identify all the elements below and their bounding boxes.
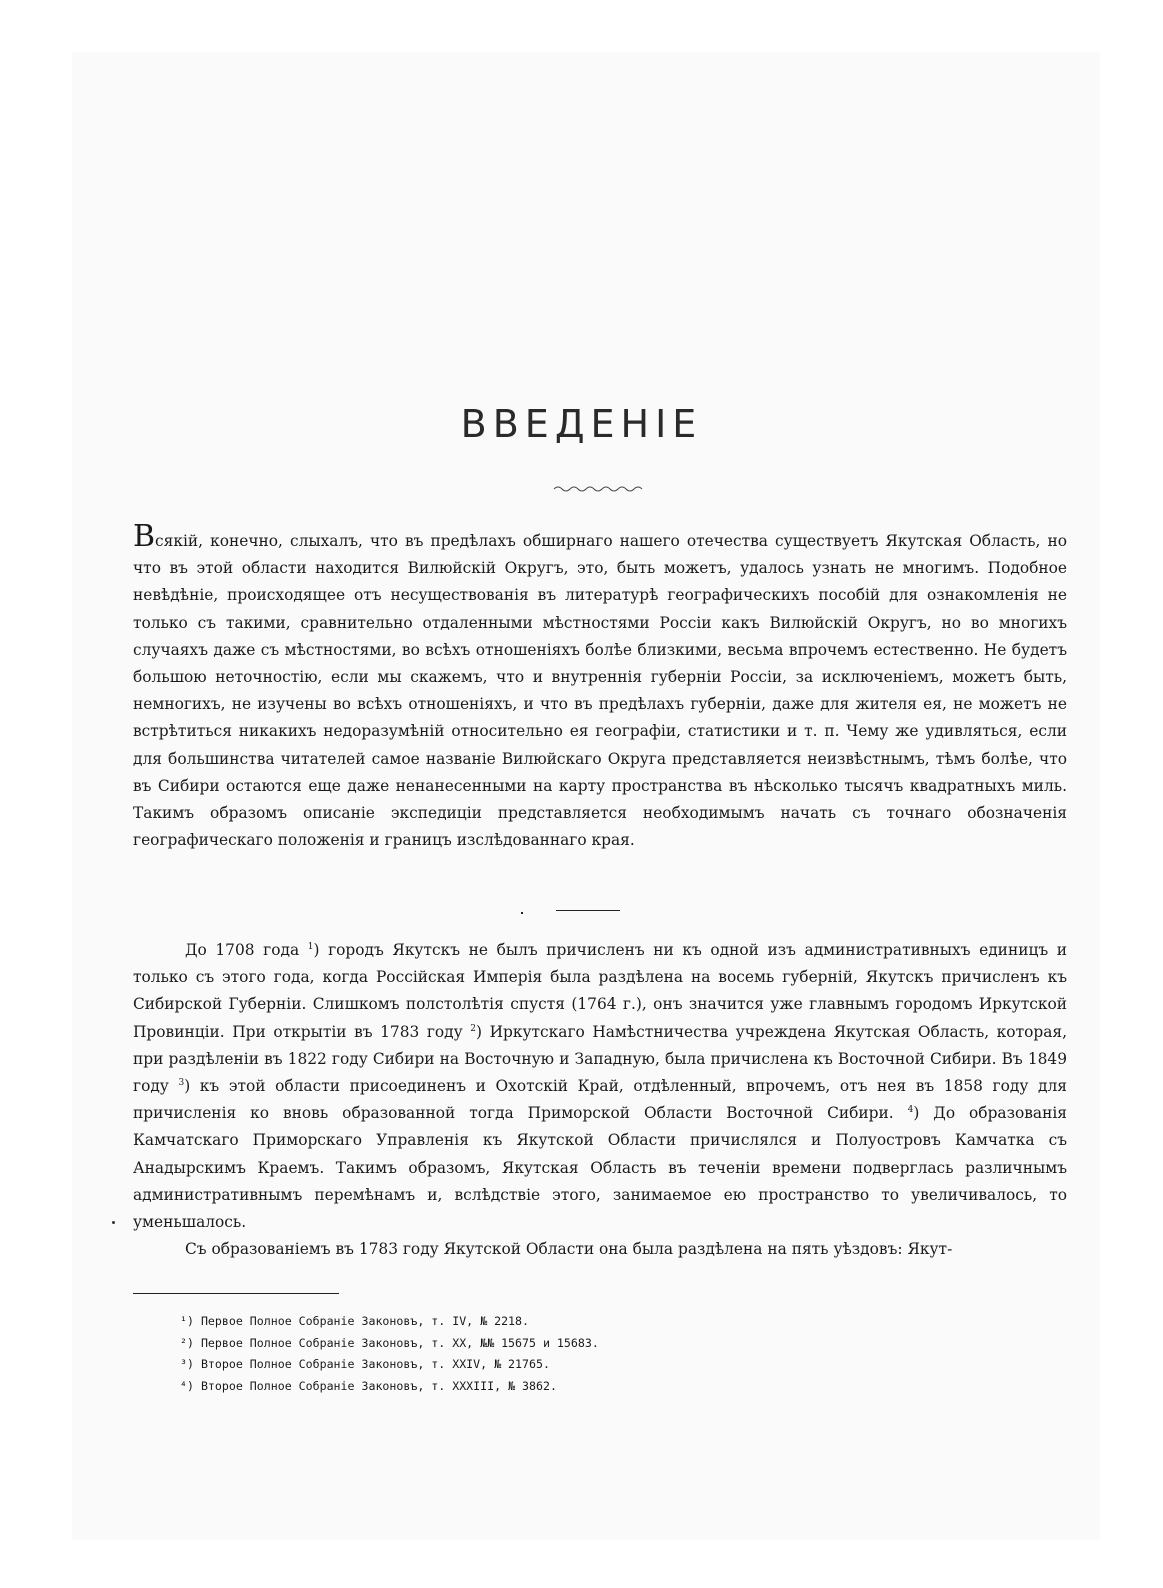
footnote-1: ¹) Первое Полное Собраніе Законовъ, т. IV, № 2218. [180,1314,530,1328]
footnotes [180,1311,880,1397]
section-divider [556,910,620,911]
body-paragraph-2: Съ образованіемъ въ 1783 году Якутской Области она была раздѣлена на пять уѣздовъ: Якут- [185,1240,953,1259]
footnote-2: ²) Первое Полное Собраніе Законовъ, т. XX, №№ 15675 и 15683. [180,1335,599,1350]
body-section [133,937,1067,1263]
drop-cap: В [133,519,156,554]
section-dot [521,912,523,914]
intro-paragraph [133,519,1067,854]
footnote-3: ³) Второе Полное Собраніе Законовъ, т. XXIV, № 21765. [180,1357,550,1371]
footnote-rule [133,1293,339,1294]
footnote-4: ⁴) Второе Полное Собраніе Законовъ, т. XXXIII, № 3862. [180,1378,557,1393]
intro-text: сякій, конечно, слыхалъ, что въ предѣлахъ обширнаго нашего отечества существуетъ Якутская Область, но что въ этой области находится Вилюйскій Округъ, это, быть можетъ, удалось узнать не многимъ. Подобное невѣдѣніе, происходящее отъ несуществованія въ литературѣ географическихъ пособій для ознакомленія не только съ такими, сравнительно отдаленными мѣстностями Россіи какъ Вилюйскій Округъ, но во многихъ случаяхъ даже съ мѣстностями, во всѣхъ отношеніяхъ болѣе близкими, весьма впрочемъ естественно. Не будетъ большою неточностію, если мы скажемъ, что и внутреннія губерніи Россіи, за исключеніемъ, можетъ быть, немногихъ, не изучены во всѣхъ отношеніяхъ, и что въ предѣлахъ губерніи, даже для жителя ея, не можетъ не встрѣтиться никакихъ недоразумѣній относительно ея географіи, статистики и т. п. Чему же удивляться, если для большинства читателей самое названіе Вилюйскаго Округа представляется неизвѣстнымъ, тѣмъ болѣе, что въ Сибири остаются еще даже ненанесенными на карту пространства въ нѣсколько тысячъ квадратныхъ миль. Такимъ образомъ описаніе экспедиціи представляется необходимымъ начать съ точнаго обозначенія географическаго положенія и границъ изслѣдованнаго края. [133,532,1067,850]
body-text: ) До образованія Камчатскаго Приморскаго Управленія къ Якутской Области причислялся и Полуостровъ Камчатка съ Анадырскимъ Краемъ. Такимъ образомъ, Якутская Область въ теченіи времени подверглась различнымъ административнымъ перемѣнамъ и, вслѣдствіе этого, занимаемое ею пространство то увеличивалось, то уменьшалось. [133,1104,1067,1232]
body-paragraph-1 [133,937,1067,1236]
footnote-ref-3: 3 [178,1077,185,1088]
ornament-divider [552,484,644,492]
page-title: ВВЕДЕНІЕ [460,402,703,446]
body-text: ) къ этой области присоединенъ и Охотскій Край, отдѣленный, впрочемъ, отъ нея въ 1858 году для причисленія ко вновь образованной тогда Приморской Области Восточной Сибири. [133,1077,1067,1123]
margin-mark [112,1221,115,1224]
body-text: ) городъ Якутскъ не былъ причисленъ ни къ одной изъ административныхъ единицъ и только съ этого года, когда Россійская Имперія была раздѣлена на восемь губерній, Якутскъ причисленъ къ Сибирской Губерніи. Слишкомъ полстолѣтія спустя (1764 г.), онъ значится уже главнымъ городомъ Иркутской Провинціи. При открытіи въ 1783 году [133,941,1068,1041]
footnote-ref-4: 4 [907,1105,914,1116]
footnote-ref-1: 1 [307,941,314,952]
body-text: ) Иркутскаго Намѣстничества учреждена Якутская Область, которая, при раздѣленіи въ 1822 году Сибири на Восточную и Западную, была причислена къ Восточной Сибири. Въ 1849 году [133,1022,1067,1096]
footnote-ref-2: 2 [470,1023,476,1034]
body-text: До 1708 года [185,941,308,959]
